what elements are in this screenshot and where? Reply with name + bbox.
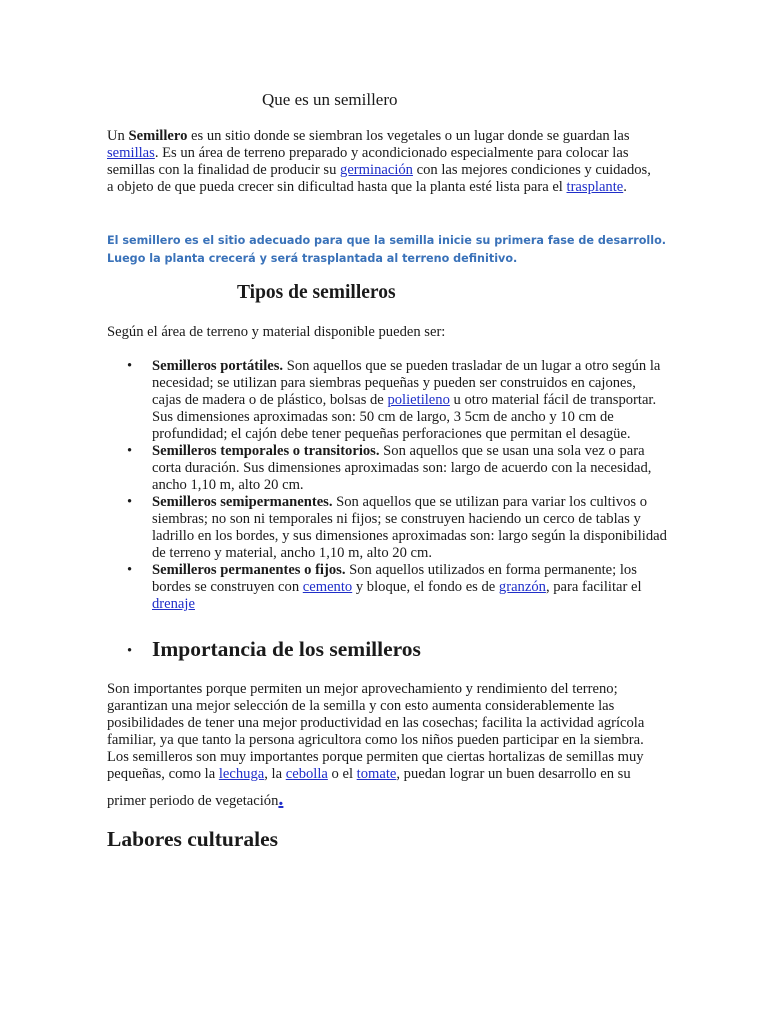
tipos-intro: Según el área de terreno y material disponible pueden ser: xyxy=(107,324,446,340)
list-item xyxy=(107,562,667,613)
link-granzon[interactable]: granzón xyxy=(498,579,546,595)
importancia-text: Son importantes porque permiten un mejor aprovechamiento y rendimiento del terreno; garantizan una mejor selección de la semilla y con esto aumenta considerablemente las posibilidades de tener una mejor productividad en las cosechas; facilita la actividad agrícola familiar, ya que tanto la persona agricultora como los niños pueden participar en la siembra. Los semilleros son muy importantes porque permiten que ciertas hortalizas de semillas muy pequeñas, como la xyxy=(107,681,645,782)
importancia-text: primer periodo de vegetación xyxy=(107,793,279,809)
item-title: Semilleros portátiles. xyxy=(152,358,284,374)
item-title: Semilleros temporales o transitorios. xyxy=(152,443,380,459)
link-semillas[interactable]: semillas xyxy=(107,145,155,161)
intro-text: . Es un área de terreno preparado y acondicionado especialmente para colocar las semillas con la finalidad de producir su xyxy=(107,145,629,178)
intro-text: es un sitio donde se siembran los vegetales o un lugar donde se guardan las xyxy=(187,128,630,144)
link-polietileno[interactable]: polietileno xyxy=(387,392,450,408)
item-title: Semilleros semipermanentes. xyxy=(152,494,333,510)
importancia-text: , puedan lograr un buen desarrollo en su xyxy=(396,766,631,782)
item-text: , para facilitar el xyxy=(545,579,642,595)
list-item xyxy=(107,443,667,494)
item-text: Son aquellos que se usan una sola vez o para corta duración. Sus dimensiones aproximadas son: largo de acuerdo con la necesidad, ancho 1,10 m, alto 20 cm. xyxy=(152,443,652,493)
link-drenaje[interactable]: drenaje xyxy=(152,596,195,612)
link-cebolla[interactable]: cebolla xyxy=(285,766,328,782)
item-text: y bloque, el fondo es de xyxy=(352,579,499,595)
intro-text: con las mejores condiciones y cuidados, a objeto de que pueda crecer sin dificultad hasta que la planta esté lista para el xyxy=(107,162,651,195)
intro-text: . xyxy=(623,179,627,195)
link-tomate[interactable]: tomate xyxy=(356,766,397,782)
intro-text: Un xyxy=(107,128,129,144)
tipos-heading: Tipos de semilleros xyxy=(237,282,396,303)
importancia-heading: Importancia de los semilleros xyxy=(152,637,421,661)
importancia-last-line xyxy=(107,788,284,810)
list-item xyxy=(107,494,667,562)
bullet-icon: • xyxy=(127,562,133,578)
list-item xyxy=(107,358,667,443)
tipos-list xyxy=(107,358,667,613)
importancia-text: , la xyxy=(264,766,286,782)
intro-bold-term: Semillero xyxy=(128,128,188,144)
link-period[interactable]: . xyxy=(278,788,284,810)
bullet-icon: • xyxy=(127,358,133,374)
intro-paragraph xyxy=(107,128,655,196)
bullet-icon: • xyxy=(127,643,133,659)
callout-note: El semillero es el sitio adecuado para que la semilla inicie su primera fase de desarrollo. Luego la planta crecerá y será trasplantada al terreno definitivo. xyxy=(107,234,667,265)
link-germinacion[interactable]: germinación xyxy=(340,162,413,178)
item-text: u otro material fácil de transportar. Sus dimensiones aproximadas son: 50 cm de largo, 3 5cm de ancho y 10 cm de profundidad; el cajón debe tener pequeñas perforaciones que permitan el desagüe. xyxy=(152,392,657,442)
item-title: Semilleros permanentes o fijos. xyxy=(152,562,346,578)
labores-heading: Labores culturales xyxy=(107,827,279,851)
bullet-icon: • xyxy=(127,443,133,459)
item-text: Son aquellos que se utilizan para variar los cultivos o siembras; no son ni temporales ni fijos; se construyen haciendo un cerco de tablas y ladrillo en los bordes, y sus dimensiones aproximadas son: largo según la disponibilidad de terreno y material, ancho 1,10 m, alto 20 cm. xyxy=(152,494,667,561)
link-cemento[interactable]: cemento xyxy=(302,579,353,595)
item-text: Son aquellos que se pueden trasladar de un lugar a otro según la necesidad; se utilizan para siembras pequeñas y pueden ser construidos en cajones, cajas de madera o de plástico, bolsas de xyxy=(152,358,661,408)
item-text: Son aquellos utilizados en forma permanente; los bordes se construyen con xyxy=(152,562,637,595)
bullet-icon: • xyxy=(127,494,133,510)
importancia-heading-item xyxy=(107,636,667,662)
page-title: Que es un semillero xyxy=(262,90,398,109)
link-trasplante[interactable]: trasplante xyxy=(566,179,624,195)
importancia-text: o el xyxy=(327,766,357,782)
importancia-paragraph xyxy=(107,681,655,783)
link-lechuga[interactable]: lechuga xyxy=(218,766,265,782)
